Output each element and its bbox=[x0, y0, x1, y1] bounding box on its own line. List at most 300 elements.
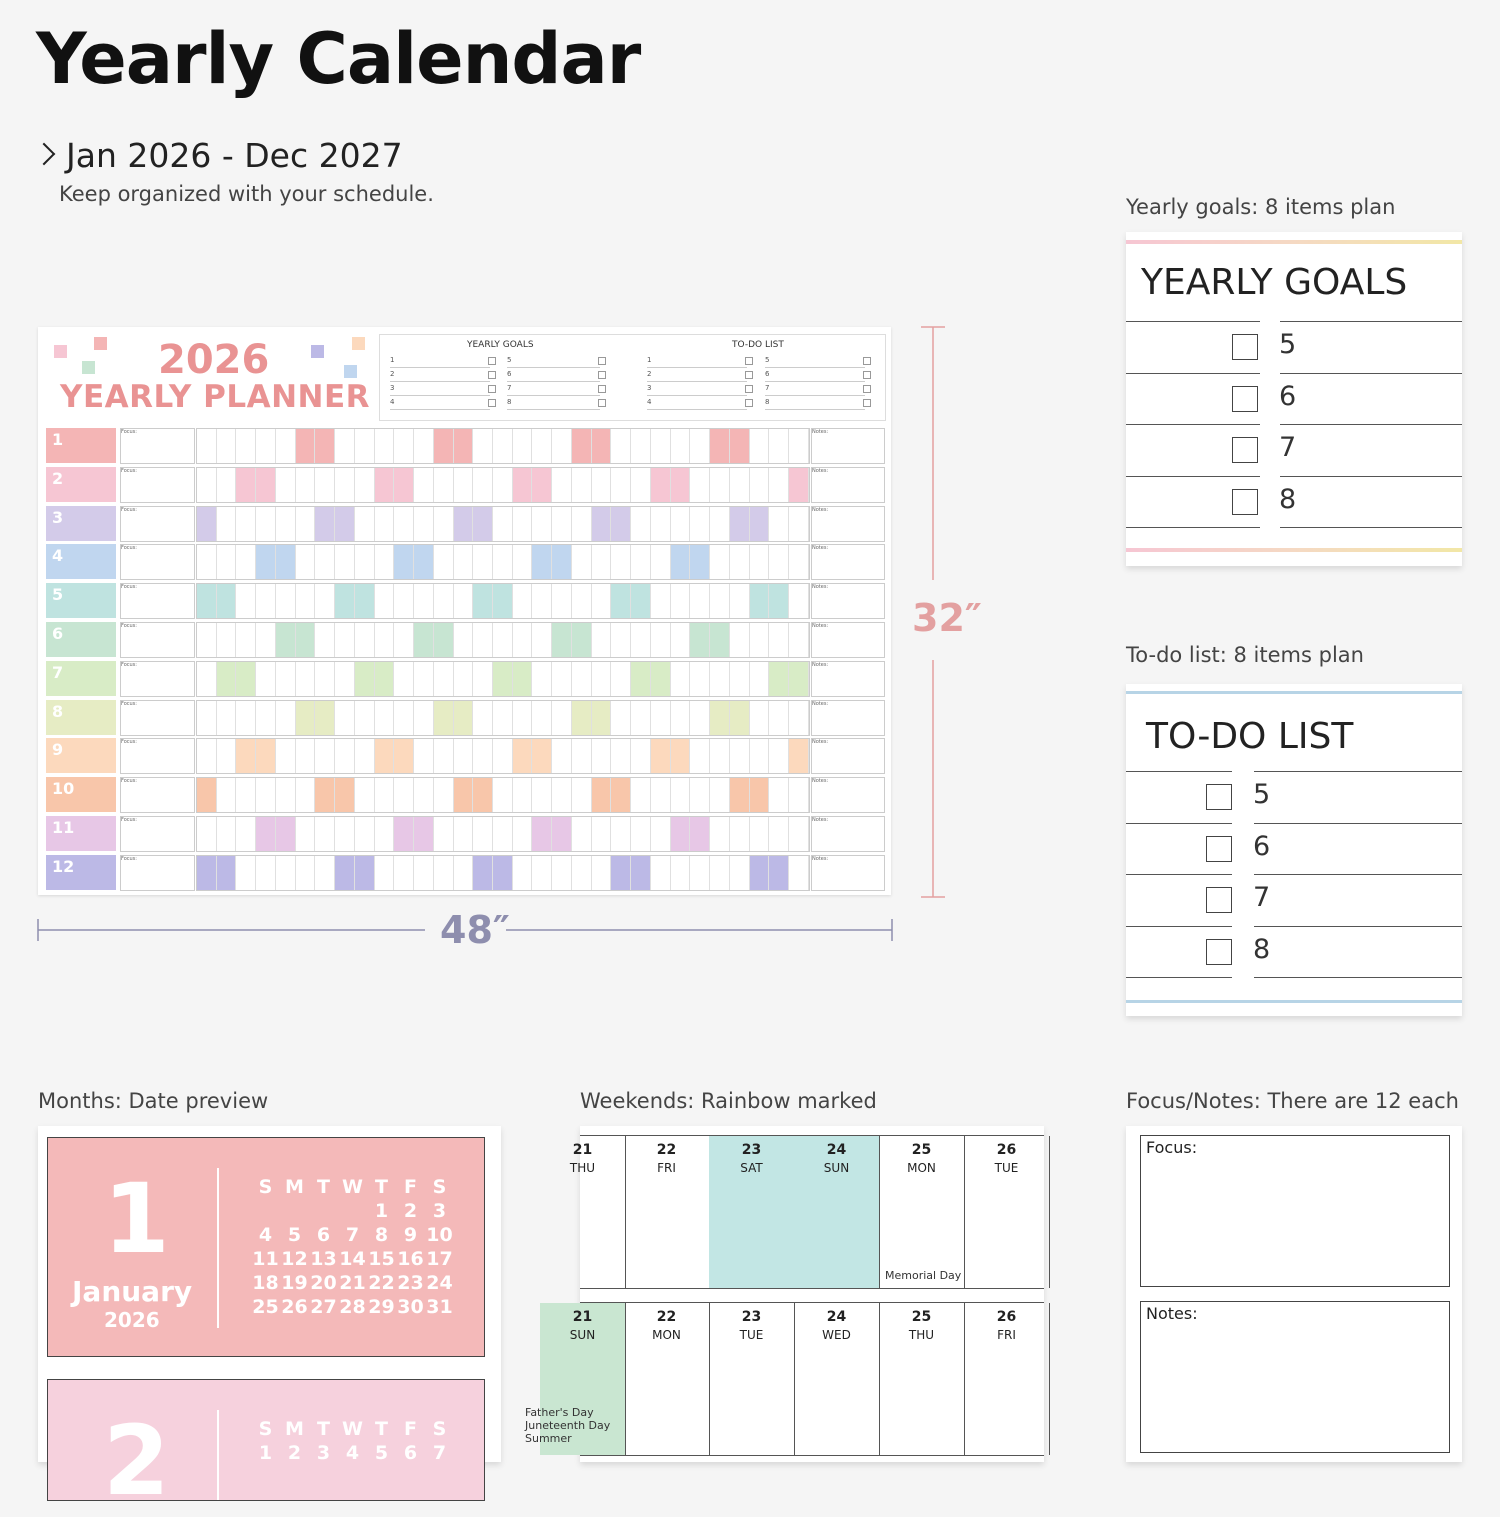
poster-notes-box bbox=[811, 467, 885, 503]
poster-month-number: 3 bbox=[52, 507, 64, 527]
poster-day-cell bbox=[750, 468, 770, 502]
poster-checkbox[interactable] bbox=[488, 399, 496, 407]
week-day-number: 24 bbox=[826, 1309, 847, 1325]
poster-day-cell bbox=[355, 545, 375, 579]
poster-day-cell bbox=[473, 662, 493, 696]
poster-day-cell bbox=[532, 662, 552, 696]
week-holiday-note: Memorial Day bbox=[885, 1269, 962, 1282]
poster-days-strip bbox=[196, 506, 810, 542]
poster-day-cell bbox=[454, 468, 474, 502]
poster-day-cell bbox=[473, 545, 493, 579]
poster-days-strip bbox=[196, 855, 810, 891]
poster-day-cell bbox=[690, 817, 710, 851]
weekday-header: F bbox=[404, 1176, 417, 1198]
page-title: Yearly Calendar bbox=[36, 18, 641, 100]
poster-day-cell bbox=[710, 545, 730, 579]
decor-square bbox=[311, 345, 324, 358]
poster-day-cell bbox=[611, 468, 631, 502]
poster-list-line bbox=[765, 381, 865, 382]
poster-day-cell bbox=[789, 468, 809, 502]
poster-day-cell bbox=[355, 623, 375, 657]
poster-list-line bbox=[507, 381, 600, 382]
poster-day-cell bbox=[256, 856, 276, 890]
poster-day-cell bbox=[493, 623, 513, 657]
week-day-name: TUE bbox=[739, 1328, 764, 1342]
poster-day-cell bbox=[730, 468, 750, 502]
calendar-date: 29 bbox=[368, 1296, 395, 1318]
poster-day-cell bbox=[493, 701, 513, 735]
focus-notes-caption: Focus/Notes: There are 12 each bbox=[1126, 1089, 1459, 1113]
goal-checkbox[interactable] bbox=[1232, 489, 1258, 515]
poster-day-cell bbox=[493, 778, 513, 812]
poster-checkbox[interactable] bbox=[745, 385, 753, 393]
poster-notes-box bbox=[811, 700, 885, 736]
poster-checkbox[interactable] bbox=[598, 371, 606, 379]
poster-focus-box bbox=[120, 544, 195, 580]
calendar-date bbox=[251, 1200, 280, 1222]
poster-day-cell bbox=[592, 778, 612, 812]
calendar-date: 7 bbox=[432, 1442, 447, 1464]
poster-day-cell bbox=[217, 778, 237, 812]
todo-checkbox[interactable] bbox=[1206, 887, 1232, 913]
week-day-cell bbox=[879, 1136, 965, 1288]
week-day-name: WED bbox=[822, 1328, 851, 1342]
goal-row-line bbox=[1126, 527, 1260, 528]
calendar-date: 21 bbox=[339, 1272, 366, 1294]
poster-day-cell bbox=[276, 545, 296, 579]
poster-day-cell bbox=[651, 778, 671, 812]
poster-day-cell bbox=[690, 468, 710, 502]
week-day-cell bbox=[879, 1303, 965, 1455]
poster-day-cell bbox=[217, 429, 237, 463]
poster-day-cell bbox=[750, 584, 770, 618]
todo-title: TO-DO LIST bbox=[1146, 716, 1354, 757]
calendar-date: 2 bbox=[403, 1200, 418, 1222]
width-dimension-label: 48″ bbox=[440, 908, 510, 952]
poster-day-cell bbox=[690, 856, 710, 890]
todo-row-line bbox=[1126, 771, 1232, 772]
poster-day-cell bbox=[197, 739, 217, 773]
poster-month-number: 6 bbox=[52, 624, 64, 643]
poster-day-cell bbox=[335, 701, 355, 735]
calendar-date: 20 bbox=[310, 1272, 337, 1294]
poster-day-cell bbox=[355, 778, 375, 812]
poster-day-cell bbox=[611, 817, 631, 851]
poster-day-cell bbox=[572, 623, 592, 657]
poster-day-cell bbox=[236, 817, 256, 851]
poster-notes-label: Notes: bbox=[812, 661, 829, 668]
poster-day-cell bbox=[375, 778, 395, 812]
poster-day-cell bbox=[750, 701, 770, 735]
weekday-header: W bbox=[342, 1176, 363, 1198]
poster-focus-box bbox=[120, 816, 195, 852]
goal-checkbox[interactable] bbox=[1232, 334, 1258, 360]
todo-row-line bbox=[1126, 874, 1232, 875]
poster-day-cell bbox=[513, 584, 533, 618]
todo-row-line bbox=[1254, 771, 1462, 772]
month-divider bbox=[217, 1410, 219, 1500]
poster-list-number: 1 bbox=[647, 356, 652, 364]
poster-day-cell bbox=[493, 507, 513, 541]
poster-focus-label: Focus: bbox=[121, 506, 137, 513]
week-day-cell bbox=[964, 1303, 1050, 1455]
poster-day-cell bbox=[651, 701, 671, 735]
week-day-number: 26 bbox=[996, 1142, 1017, 1158]
poster-month-number: 5 bbox=[52, 585, 64, 605]
week-row bbox=[525, 1302, 1044, 1456]
poster-list-number: 7 bbox=[765, 384, 770, 392]
poster-day-cell bbox=[730, 545, 750, 579]
poster-day-cell bbox=[769, 584, 789, 618]
poster-day-cell bbox=[592, 701, 612, 735]
poster-day-cell bbox=[592, 468, 612, 502]
poster-day-cell bbox=[454, 429, 474, 463]
decor-square bbox=[82, 361, 95, 374]
month-divider bbox=[217, 1168, 219, 1328]
poster-day-cell bbox=[513, 701, 533, 735]
poster-day-cell bbox=[454, 739, 474, 773]
poster-day-cell bbox=[789, 739, 809, 773]
poster-day-cell bbox=[690, 701, 710, 735]
poster-focus-label: Focus: bbox=[121, 584, 137, 591]
calendar-date: 7 bbox=[345, 1224, 360, 1246]
poster-day-cell bbox=[375, 545, 395, 579]
poster-day-cell bbox=[375, 662, 395, 696]
poster-day-cell bbox=[355, 856, 375, 890]
poster-focus-box bbox=[120, 700, 195, 736]
poster-day-cell bbox=[217, 584, 237, 618]
poster-day-cell bbox=[493, 662, 513, 696]
poster-day-cell bbox=[276, 623, 296, 657]
week-day-number: 23 bbox=[741, 1309, 762, 1325]
poster-day-cell bbox=[217, 856, 237, 890]
poster-day-cell bbox=[434, 701, 454, 735]
poster-day-cell bbox=[592, 623, 612, 657]
poster-day-cell bbox=[276, 856, 296, 890]
poster-checkbox[interactable] bbox=[863, 357, 871, 365]
poster-list-line bbox=[507, 395, 600, 396]
poster-day-cell bbox=[651, 739, 671, 773]
poster-day-cell bbox=[730, 701, 750, 735]
poster-day-cell bbox=[355, 817, 375, 851]
goal-row-line bbox=[1126, 373, 1260, 374]
poster-day-cell bbox=[750, 507, 770, 541]
poster-month-row bbox=[46, 583, 884, 618]
poster-list-number: 6 bbox=[765, 370, 770, 378]
poster-day-cell bbox=[197, 545, 217, 579]
poster-day-cell bbox=[750, 623, 770, 657]
poster-focus-box bbox=[120, 428, 195, 464]
poster-checkbox[interactable] bbox=[488, 357, 496, 365]
goals-title bbox=[1141, 262, 1407, 303]
poster-day-cell bbox=[651, 662, 671, 696]
week-row bbox=[569, 1135, 1044, 1289]
poster-day-cell bbox=[789, 545, 809, 579]
poster-day-cell bbox=[315, 856, 335, 890]
poster-day-cell bbox=[335, 507, 355, 541]
poster-day-cell bbox=[414, 623, 434, 657]
poster-day-cell bbox=[236, 739, 256, 773]
poster-day-cell bbox=[256, 468, 276, 502]
poster-day-cell bbox=[710, 817, 730, 851]
poster-day-cell bbox=[197, 778, 217, 812]
poster-focus-label: Focus: bbox=[121, 700, 137, 707]
poster-list-line bbox=[647, 367, 747, 368]
weekday-header: S bbox=[258, 1418, 273, 1440]
poster-day-cell bbox=[552, 662, 572, 696]
mini-calendar bbox=[251, 1418, 454, 1464]
calendar-date: 6 bbox=[403, 1442, 418, 1464]
rainbow-stripe bbox=[1126, 240, 1462, 246]
poster-day-cell bbox=[513, 623, 533, 657]
poster-day-cell bbox=[454, 856, 474, 890]
poster-day-cell bbox=[572, 739, 592, 773]
poster-day-cell bbox=[789, 507, 809, 541]
poster-title: YEARLY PLANNER bbox=[60, 379, 371, 415]
week-day-number: 22 bbox=[656, 1309, 677, 1325]
weekday-header: T bbox=[317, 1176, 330, 1198]
todo-item-number: 5 bbox=[1253, 779, 1271, 810]
poster-day-cell bbox=[355, 701, 375, 735]
poster-day-cell bbox=[296, 507, 316, 541]
poster-day-cell bbox=[631, 778, 651, 812]
poster-checkbox[interactable] bbox=[598, 385, 606, 393]
poster-days-strip bbox=[196, 738, 810, 774]
week-day-name: SUN bbox=[569, 1328, 596, 1342]
poster-month-row bbox=[46, 700, 884, 735]
poster-day-cell bbox=[631, 662, 651, 696]
focus-box bbox=[1140, 1135, 1450, 1287]
poster-day-cell bbox=[592, 545, 612, 579]
poster-checkbox[interactable] bbox=[598, 399, 606, 407]
poster-day-cell bbox=[473, 623, 493, 657]
poster-day-cell bbox=[769, 739, 789, 773]
poster-day-cell bbox=[710, 429, 730, 463]
poster-checkbox[interactable] bbox=[598, 357, 606, 365]
poster-day-cell bbox=[414, 429, 434, 463]
week-holiday-note: Father's Day Juneteenth Day Summer bbox=[525, 1406, 611, 1445]
poster-month-label bbox=[46, 428, 116, 463]
poster-focus-box bbox=[120, 777, 195, 813]
poster-day-cell bbox=[710, 623, 730, 657]
poster-day-cell bbox=[335, 662, 355, 696]
calendar-date: 15 bbox=[368, 1248, 395, 1270]
poster-focus-label: Focus: bbox=[121, 545, 137, 552]
poster-day-cell bbox=[375, 429, 395, 463]
poster-day-cell bbox=[236, 662, 256, 696]
poster-list-number: 7 bbox=[507, 384, 512, 392]
poster-day-cell bbox=[789, 856, 809, 890]
week-day-number: 25 bbox=[911, 1309, 932, 1325]
poster-day-cell bbox=[769, 623, 789, 657]
poster-day-cell bbox=[493, 584, 513, 618]
poster-list-line bbox=[507, 367, 600, 368]
poster-day-cell bbox=[552, 507, 572, 541]
poster-day-cell bbox=[769, 856, 789, 890]
poster-days-strip bbox=[196, 544, 810, 580]
poster-day-cell bbox=[750, 545, 770, 579]
poster-month-number: 1 bbox=[52, 430, 64, 449]
week-day-name: TUE bbox=[994, 1161, 1019, 1175]
poster-list-number: 4 bbox=[647, 398, 652, 406]
poster-day-cell bbox=[631, 739, 651, 773]
poster-checkbox[interactable] bbox=[863, 371, 871, 379]
poster-checkbox[interactable] bbox=[863, 399, 871, 407]
poster-month-label bbox=[46, 700, 116, 735]
poster-day-cell bbox=[651, 468, 671, 502]
poster-day-cell bbox=[197, 856, 217, 890]
poster-day-cell bbox=[375, 468, 395, 502]
poster-day-cell bbox=[217, 817, 237, 851]
poster-day-cell bbox=[256, 507, 276, 541]
goal-item-number: 5 bbox=[1279, 329, 1297, 360]
poster-checkbox[interactable] bbox=[745, 371, 753, 379]
poster-day-cell bbox=[434, 817, 454, 851]
poster-day-cell bbox=[296, 817, 316, 851]
poster-day-cell bbox=[671, 701, 691, 735]
poster-day-cell bbox=[651, 507, 671, 541]
poster-focus-label: Focus: bbox=[121, 623, 137, 629]
poster-day-cell bbox=[690, 623, 710, 657]
poster-day-cell bbox=[651, 429, 671, 463]
poster-day-cell bbox=[375, 623, 395, 657]
month-year: 2026 bbox=[104, 1308, 160, 1332]
month-number: 1 bbox=[103, 1163, 170, 1275]
poster-day-cell bbox=[414, 545, 434, 579]
poster-day-cell bbox=[414, 662, 434, 696]
goal-checkbox[interactable] bbox=[1232, 437, 1258, 463]
poster-day-cell bbox=[552, 817, 572, 851]
poster-day-cell bbox=[296, 429, 316, 463]
poster-day-cell bbox=[394, 584, 414, 618]
poster-day-cell bbox=[454, 701, 474, 735]
rainbow-stripe bbox=[1126, 548, 1462, 554]
poster-month-label bbox=[46, 544, 116, 579]
notes-label: Notes: bbox=[1146, 1304, 1198, 1323]
poster-day-cell bbox=[730, 507, 750, 541]
poster-day-cell bbox=[375, 507, 395, 541]
poster-day-cell bbox=[394, 739, 414, 773]
poster-day-cell bbox=[315, 739, 335, 773]
poster-day-cell bbox=[414, 507, 434, 541]
poster-day-cell bbox=[434, 662, 454, 696]
todo-checkbox[interactable] bbox=[1206, 939, 1232, 965]
poster-day-cell bbox=[217, 468, 237, 502]
calendar-date: 13 bbox=[310, 1248, 337, 1270]
poster-day-cell bbox=[710, 856, 730, 890]
weekday-header: S bbox=[258, 1176, 273, 1198]
todo-item-number: 7 bbox=[1253, 882, 1271, 913]
poster-day-cell bbox=[671, 739, 691, 773]
todo-checkbox[interactable] bbox=[1206, 784, 1232, 810]
goal-checkbox[interactable] bbox=[1232, 386, 1258, 412]
poster-day-cell bbox=[513, 429, 533, 463]
week-day-name: MON bbox=[907, 1161, 936, 1175]
poster-focus-label: Focus: bbox=[121, 855, 137, 862]
poster-checkbox[interactable] bbox=[745, 399, 753, 407]
poster-day-cell bbox=[572, 662, 592, 696]
poster-day-cell bbox=[631, 856, 651, 890]
poster-checkbox[interactable] bbox=[745, 357, 753, 365]
poster-day-cell bbox=[236, 701, 256, 735]
poster-day-cell bbox=[296, 545, 316, 579]
poster-day-cell bbox=[552, 739, 572, 773]
todo-checkbox[interactable] bbox=[1206, 836, 1232, 862]
calendar-date: 4 bbox=[345, 1442, 360, 1464]
poster-day-cell bbox=[651, 817, 671, 851]
week-day-cell bbox=[525, 1303, 626, 1455]
poster-focus-box bbox=[120, 738, 195, 774]
poster-notes-box bbox=[811, 661, 885, 697]
poster-day-cell bbox=[315, 507, 335, 541]
goals-caption: Yearly goals: 8 items plan bbox=[1126, 195, 1396, 219]
poster-day-cell bbox=[473, 429, 493, 463]
poster-month-number: 10 bbox=[52, 779, 75, 799]
poster-day-cell bbox=[414, 701, 434, 735]
poster-list-line bbox=[390, 409, 490, 410]
poster-checkbox[interactable] bbox=[863, 385, 871, 393]
poster-day-cell bbox=[789, 623, 809, 657]
goal-row-line bbox=[1280, 321, 1462, 322]
calendar-date: 5 bbox=[287, 1224, 302, 1246]
week-day-name: MON bbox=[652, 1328, 681, 1342]
poster-day-cell bbox=[217, 662, 237, 696]
week-day-cell bbox=[624, 1303, 710, 1455]
poster-day-cell bbox=[611, 507, 631, 541]
goal-row-line bbox=[1126, 424, 1260, 425]
poster-day-cell bbox=[671, 817, 691, 851]
poster-day-cell bbox=[631, 623, 651, 657]
poster-day-cell bbox=[789, 701, 809, 735]
poster-day-cell bbox=[631, 429, 651, 463]
weekday-header: M bbox=[285, 1418, 304, 1440]
calendar-date: 22 bbox=[368, 1272, 395, 1294]
poster-checkbox[interactable] bbox=[488, 385, 496, 393]
poster-list-line bbox=[647, 409, 747, 410]
month-block-february bbox=[47, 1379, 485, 1517]
calendar-date: 16 bbox=[397, 1248, 424, 1270]
poster-day-cell bbox=[552, 584, 572, 618]
poster-day-cell bbox=[296, 778, 316, 812]
poster-month-number: 2 bbox=[52, 468, 64, 488]
poster-day-cell bbox=[789, 817, 809, 851]
poster-day-cell bbox=[276, 662, 296, 696]
poster-day-cell bbox=[434, 778, 454, 812]
poster-day-cell bbox=[789, 429, 809, 463]
poster-month-row bbox=[46, 738, 884, 773]
planner-poster bbox=[38, 327, 891, 895]
poster-day-cell bbox=[493, 429, 513, 463]
poster-notes-box bbox=[811, 738, 885, 774]
poster-day-cell bbox=[296, 468, 316, 502]
calendar-date: 6 bbox=[316, 1224, 331, 1246]
poster-notes-label: Notes: bbox=[812, 467, 829, 474]
poster-month-number: 4 bbox=[52, 546, 64, 566]
calendar-date: 4 bbox=[258, 1224, 273, 1246]
poster-day-cell bbox=[434, 739, 454, 773]
poster-day-cell bbox=[730, 778, 750, 812]
poster-checkbox[interactable] bbox=[488, 371, 496, 379]
poster-day-cell bbox=[750, 817, 770, 851]
calendar-date: 18 bbox=[252, 1272, 279, 1294]
poster-day-cell bbox=[315, 545, 335, 579]
poster-day-cell bbox=[217, 545, 237, 579]
weekday-header: T bbox=[375, 1418, 388, 1440]
poster-day-cell bbox=[611, 545, 631, 579]
poster-month-label bbox=[46, 622, 116, 657]
poster-day-cell bbox=[572, 545, 592, 579]
weekends-caption: Weekends: Rainbow marked bbox=[580, 1089, 877, 1113]
